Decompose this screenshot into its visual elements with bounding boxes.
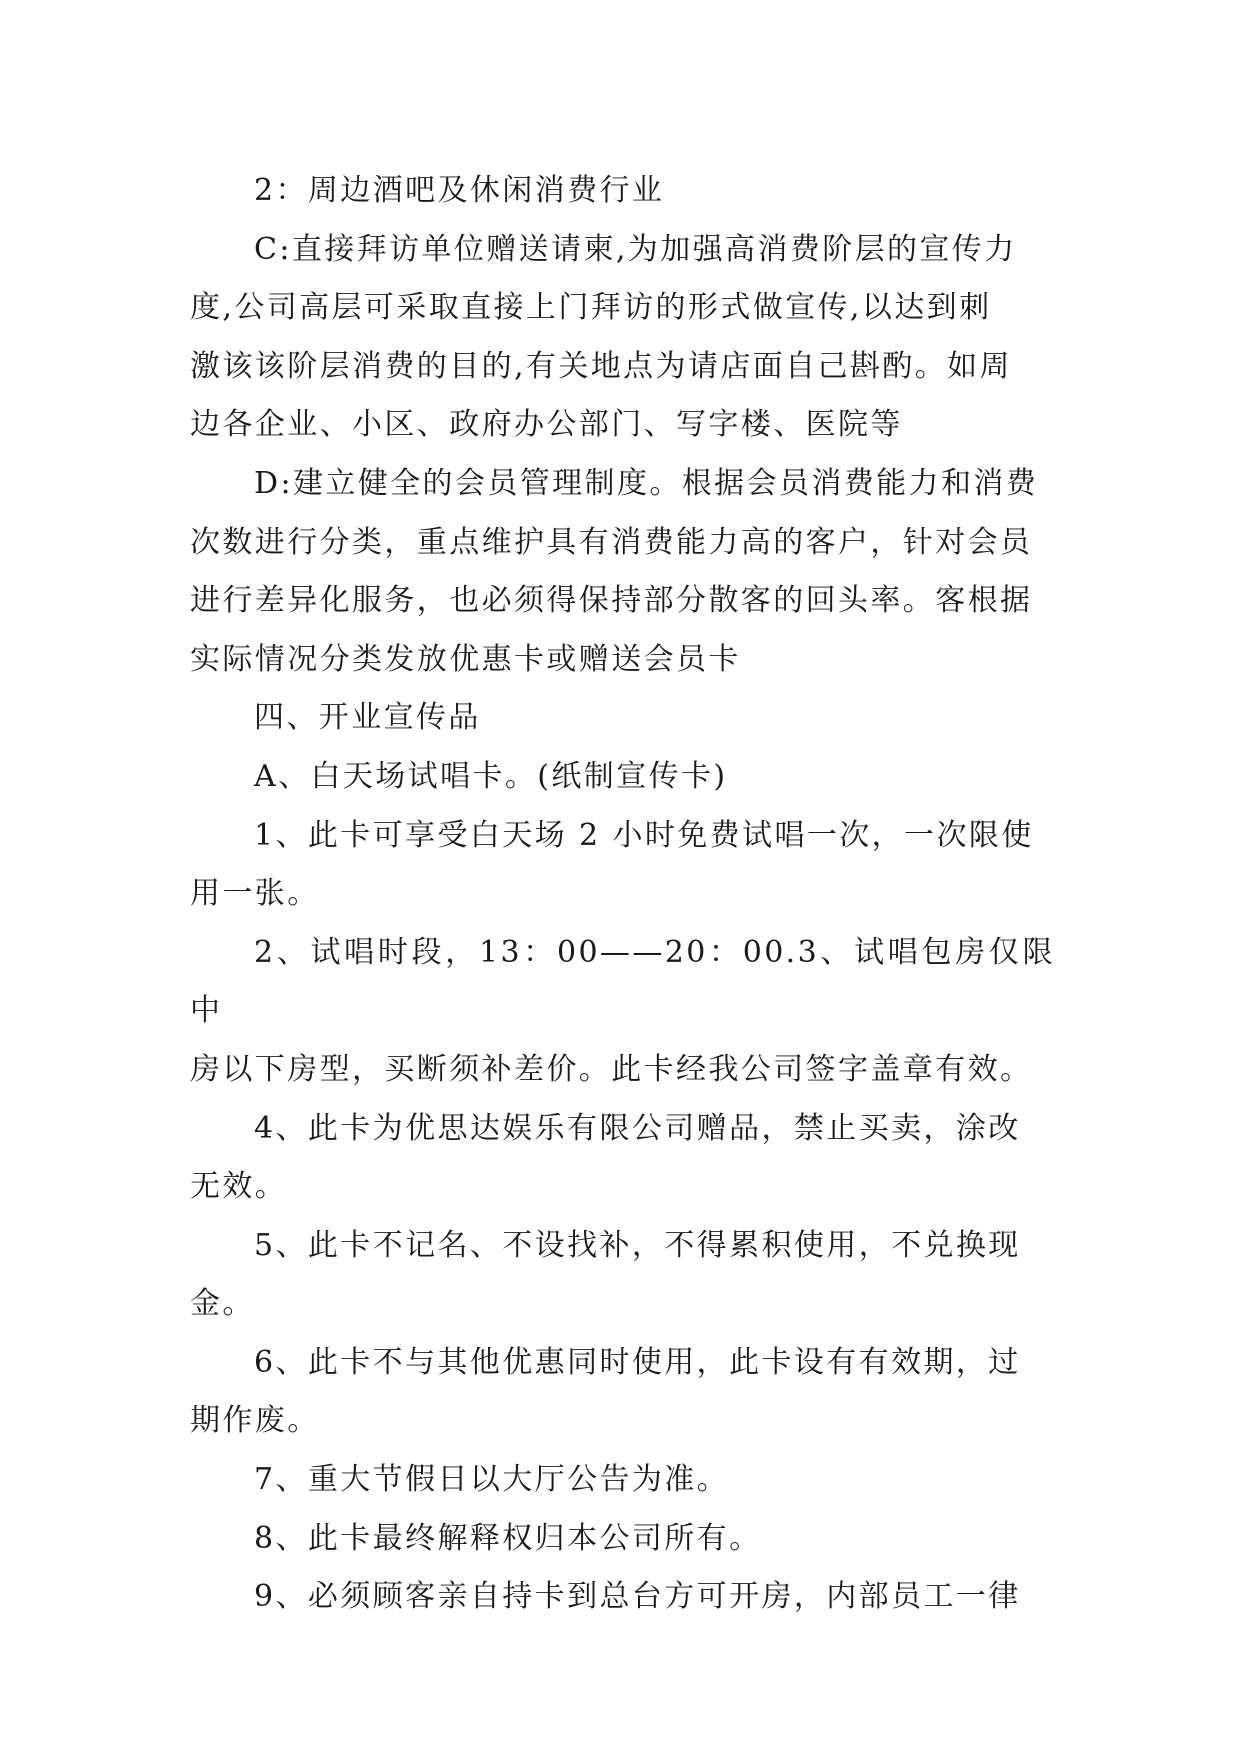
text-line: 1、此卡可享受白天场 2 小时免费试唱一次，一次限使 — [254, 817, 1034, 853]
rule-item-6 — [190, 1334, 1055, 1451]
text-line: 用一张。 — [190, 876, 320, 912]
text-line: 实际情况分类发放优惠卡或赠送会员卡 — [190, 641, 741, 677]
text-line: 房以下房型，买断须补差价。此卡经我公司签字盖章有效。 — [190, 1051, 1033, 1087]
rule-item-7 — [190, 1451, 1055, 1510]
text-line: D:建立健全的会员管理制度。根据会员消费能力和消费 — [254, 465, 1039, 501]
text-line: 四、开业宣传品 — [254, 700, 481, 736]
text-line: 进行差异化服务，也必须得保持部分散客的回头率。客根据 — [190, 583, 1033, 619]
text-line: 金。 — [190, 1286, 255, 1322]
document-body — [190, 162, 1055, 1627]
text-line: 期作废。 — [190, 1403, 320, 1439]
text-line: 5、此卡不记名、不设找补，不得累积使用，不兑换现 — [254, 1227, 1021, 1263]
text-line: C:直接拜访单位赠送请柬,为加强高消费阶层的宣传力 — [254, 231, 1017, 267]
text-line: 2：周边酒吧及休闲消费行业 — [254, 173, 665, 208]
rule-item-2 — [190, 924, 1055, 1100]
text-line: 无效。 — [190, 1169, 288, 1205]
text-line: 6、此卡不与其他优惠同时使用，此卡设有有效期，过 — [254, 1344, 1021, 1380]
text-line: 度,公司高层可采取直接上门拜访的形式做宣传,以达到刺 — [190, 290, 992, 326]
text-line: A、白天场试唱卡。(纸制宣传卡) — [254, 758, 728, 794]
section-heading-opening-promo — [190, 689, 1055, 748]
rule-item-9 — [190, 1568, 1055, 1627]
rule-item-8 — [190, 1510, 1055, 1569]
text-line: 激该该阶层消费的目的,有关地点为请店面自己斟酌。如周 — [190, 348, 1012, 384]
rule-item-1 — [190, 807, 1055, 924]
paragraph-d-membership — [190, 455, 1055, 689]
paragraph-a-trial-card — [190, 748, 1055, 807]
text-line: 8、此卡最终解释权归本公司所有。 — [254, 1520, 762, 1556]
paragraph-bars-and-leisure — [190, 162, 1055, 221]
paragraph-c-direct-visits — [190, 221, 1055, 455]
text-line: 9、必须顾客亲自持卡到总台方可开房，内部员工一律 — [254, 1579, 1021, 1615]
text-line: 7、重大节假日以大厅公告为准。 — [254, 1462, 730, 1498]
rule-item-5 — [190, 1217, 1055, 1334]
text-line: 4、此卡为优思达娱乐有限公司赠品，禁止买卖，涂改 — [254, 1110, 1021, 1146]
text-line: 边各企业、小区、政府办公部门、写字楼、医院等 — [190, 407, 903, 443]
text-line: 2、试唱时段，13：00——20：00.3、试唱包房仅限中 — [190, 934, 1055, 1029]
text-line: 次数进行分类，重点维护具有消费能力高的客户，针对会员 — [190, 524, 1033, 560]
rule-item-4 — [190, 1100, 1055, 1217]
